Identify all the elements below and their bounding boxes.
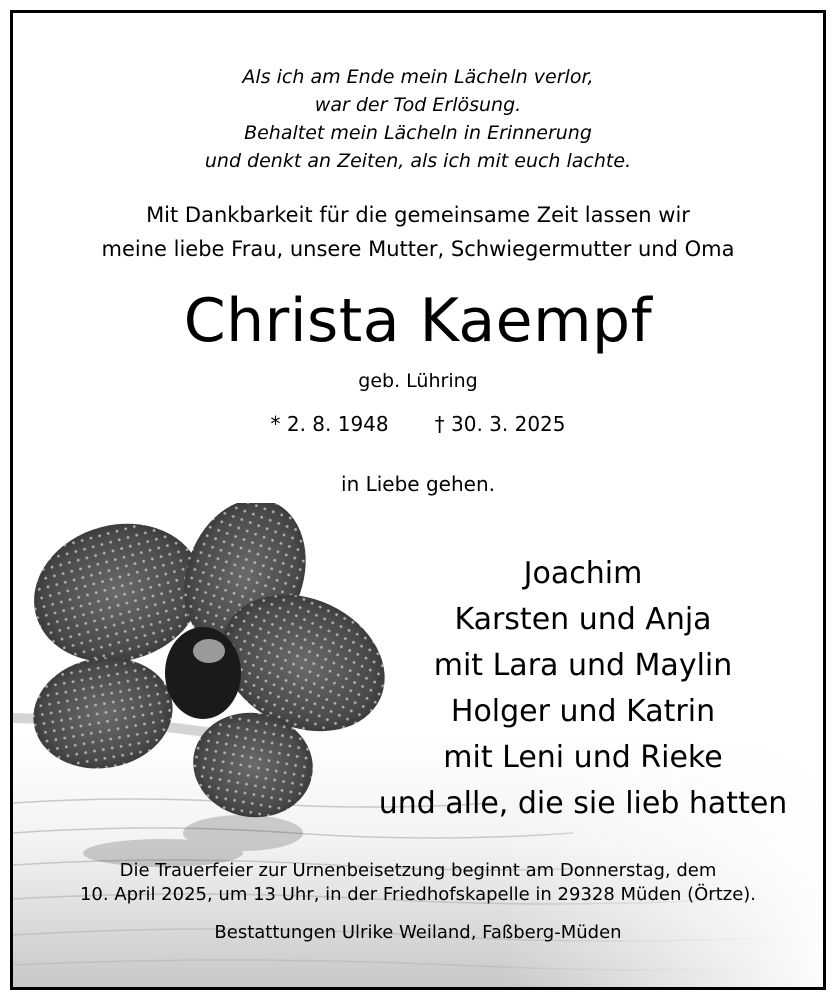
- family-member: und alle, die sie lieb hatten: [378, 786, 788, 821]
- undertaker: Bestattungen Ulrike Weiland, Faßberg-Müden: [214, 922, 622, 943]
- intro-line: meine liebe Frau, unsere Mutter, Schwiegermutter und Oma: [101, 237, 735, 261]
- family-member: mit Lara und Maylin: [433, 648, 733, 683]
- family-member: Holger und Katrin: [450, 694, 716, 729]
- death-date: † 30. 3. 2025: [434, 412, 566, 436]
- family-list: [365, 551, 801, 827]
- funeral-line: 10. April 2025, um 13 Uhr, in der Friedhofskapelle in 29328 Müden (Örtze).: [79, 884, 757, 905]
- birth-date: * 2. 8. 1948: [270, 412, 389, 436]
- memorial-poem: [13, 63, 823, 175]
- family-member: mit Leni und Rieke: [443, 740, 723, 775]
- deceased-name: Christa Kaempf: [183, 286, 653, 356]
- funeral-info: [13, 859, 823, 907]
- poem-line: war der Tod Erlösung.: [314, 94, 522, 116]
- poem-line: Als ich am Ende mein Lächeln verlor,: [242, 66, 594, 88]
- funeral-line: Die Trauerfeier zur Urnenbeisetzung beginnt am Donnerstag, dem: [119, 860, 717, 881]
- closing-text: in Liebe gehen.: [341, 472, 495, 496]
- intro-line: Mit Dankbarkeit für die gemeinsame Zeit lassen wir: [146, 203, 690, 227]
- intro-text: [13, 198, 823, 266]
- obituary-notice: [10, 10, 826, 990]
- family-member: Karsten und Anja: [454, 602, 712, 637]
- poem-line: und denkt an Zeiten, als ich mit euch lachte.: [204, 150, 632, 172]
- family-member: Joachim: [523, 556, 643, 591]
- life-dates: [13, 409, 823, 439]
- poem-line: Behaltet mein Lächeln in Erinnerung: [244, 122, 592, 144]
- birth-name: geb. Lühring: [358, 370, 478, 392]
